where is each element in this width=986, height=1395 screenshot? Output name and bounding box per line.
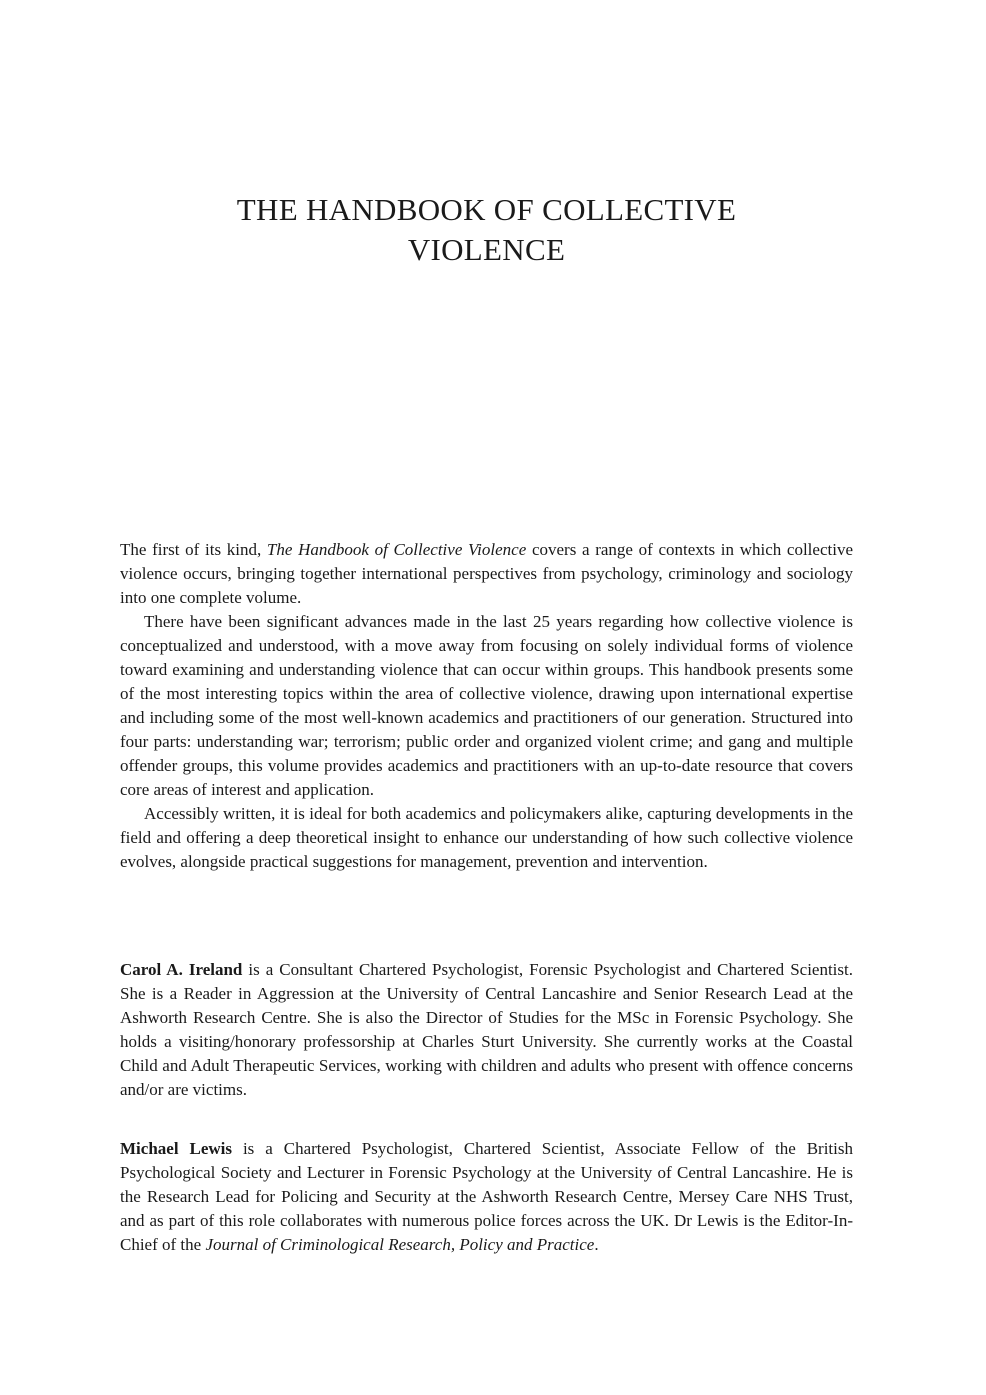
- page-title-line-2: VIOLENCE: [407, 232, 566, 267]
- page-title-line-1: THE HANDBOOK OF COLLECTIVE: [236, 192, 737, 227]
- bio-lewis-end: .: [594, 1235, 599, 1254]
- page-title: [120, 190, 853, 270]
- author-bio-lewis: [120, 1137, 853, 1257]
- author-bio-ireland: [120, 958, 853, 1102]
- description-paragraph-2: There have been significant advances made in the last 25 years regarding how collective violence is conceptualized and understood, with a move away from focusing on solely individual forms of violence toward examining and understanding violence that can occur within groups. This handbook presents some of the most interesting topics within the area of collective violence, drawing upon international expertise and including some of the most well-known academics and practitioners of our generation. Structured into four parts: understanding war; terrorism; public order and organized violent crime; and gang and multiple offender groups, this volume provides academics and practitioners with an up-to-date resource that covers core areas of interest and application.: [120, 612, 853, 799]
- author-name-ireland: Carol A. Ireland: [120, 960, 243, 979]
- book-description: [120, 538, 853, 874]
- bio-ireland-paragraph: [120, 958, 853, 1102]
- bio-lewis-paragraph: [120, 1137, 853, 1257]
- bio-ireland-text: is a Consultant Chartered Psychologist, Forensic Psychologist and Chartered Scientist. She is a Reader in Aggression at the University of Central Lancashire and Senior Research Lead at the Ashworth Research Centre. She is also the Director of Studies for the MSc in Forensic Psychology. She holds a visiting/honorary professorship at Charles Sturt University. She currently works at the Coastal Child and Adult Therapeutic Services, working with children and adults who present with offence concerns and/or are victims.: [120, 960, 853, 1099]
- description-paragraph-1: [120, 538, 853, 610]
- description-p1-rest: covers a range of contexts in which collective violence occurs, bringing together international perspectives from psychology, criminology and sociology into one complete volume.: [120, 540, 853, 607]
- description-paragraph-3: Accessibly written, it is ideal for both academics and policymakers alike, capturing developments in the field and offering a deep theoretical insight to enhance our understanding of how such collective violence evolves, alongside practical suggestions for management, prevention and intervention.: [120, 804, 853, 871]
- description-p1-lead: The first of its kind,: [120, 540, 267, 559]
- bio-lewis-text: is a Chartered Psychologist, Chartered Scientist, Associate Fellow of the British Psychological Society and Lecturer in Forensic Psychology at the University of Central Lancashire. He is the Research Lead for Policing and Security at the Ashworth Research Centre, Mersey Care NHS Trust, and as part of this role collaborates with numerous police forces across the UK. Dr Lewis is the Editor-In-Chief of the: [120, 1139, 853, 1254]
- journal-title-italic: Journal of Criminological Research, Policy and Practice: [205, 1235, 595, 1254]
- author-name-lewis: Michael Lewis: [120, 1139, 232, 1158]
- book-title-italic: The Handbook of Collective Violence: [266, 540, 527, 559]
